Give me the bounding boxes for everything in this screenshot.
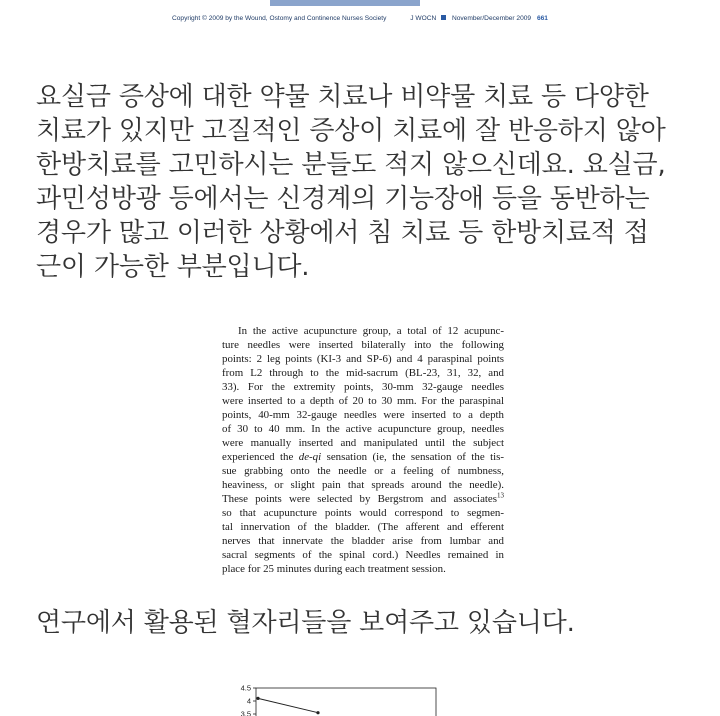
header-issue: November/December 2009 bbox=[451, 15, 532, 22]
line-chart bbox=[222, 680, 502, 716]
excerpt-text: experienced the bbox=[222, 451, 299, 463]
header-color-bar bbox=[270, 0, 420, 6]
header-square-icon bbox=[441, 15, 446, 20]
excerpt-line: so that acupuncture points would correspond to segmen- bbox=[222, 507, 504, 519]
excerpt-line: from L2 through to the mid-sacrum (BL-23, 31, 32, and bbox=[222, 367, 504, 379]
excerpt-line: points, 40-mm 32-gauge needles were inserted to a depth bbox=[222, 409, 504, 421]
excerpt-line: ture needles were inserted bilaterally into the following bbox=[222, 339, 504, 351]
y-tick-label: 3.5 bbox=[240, 709, 251, 716]
intro-line: 한방치료를 고민하시는 분들도 적지 않으신데요. 요실금, bbox=[36, 150, 666, 180]
excerpt-line: In the active acupuncture group, a total of 12 acupunc- bbox=[238, 325, 504, 337]
intro-line: 경우가 많고 이러한 상황에서 침 치료 등 한방치료적 접 bbox=[36, 218, 649, 248]
header-journal: J WOCN bbox=[410, 15, 437, 22]
series-group bbox=[256, 697, 319, 715]
excerpt-line-citation bbox=[222, 492, 504, 506]
header-page-number: 661 bbox=[536, 15, 548, 22]
intro-line: 과민성방광 등에서는 신경계의 기능장애 등을 동반하는 bbox=[36, 184, 650, 214]
excerpt-text: These points were selected by Bergstrom and associates bbox=[222, 493, 497, 505]
excerpt-line-deqi bbox=[222, 450, 504, 464]
header-line bbox=[172, 14, 552, 24]
intro-line: 근이 가능한 부분입니다. bbox=[36, 252, 310, 282]
closing-paragraph bbox=[36, 606, 686, 640]
excerpt-line: were inserted to a depth of 20 to 30 mm. For the paraspinal bbox=[222, 395, 504, 407]
excerpt-line: were manually inserted and manipulated until the subject bbox=[222, 437, 504, 449]
journal-header bbox=[0, 0, 720, 28]
closing-line: 연구에서 활용된 혈자리들을 보여주고 있습니다. bbox=[36, 608, 575, 638]
excerpt-text: sensation (ie, the sensation of the tis- bbox=[321, 451, 504, 463]
series-line bbox=[258, 698, 318, 712]
intro-line: 요실금 증상에 대한 약물 치료나 비약물 치료 등 다양한 bbox=[36, 82, 649, 112]
series-point bbox=[256, 697, 259, 700]
series-point bbox=[316, 711, 319, 714]
excerpt-line: place for 25 minutes during each treatment session. bbox=[222, 563, 446, 575]
excerpt-line: 33). For the extremity points, 30-mm 32-gauge needles bbox=[222, 381, 504, 393]
y-tick-group bbox=[241, 684, 256, 716]
excerpt-line: nerves that innervate the bladder arise from lumbar and bbox=[222, 535, 504, 547]
excerpt-line: tal innervation of the bladder. (The afferent and efferent bbox=[222, 521, 504, 533]
y-tick-label: 4 bbox=[246, 696, 251, 706]
intro-line: 치료가 있지만 고질적인 증상이 치료에 잘 반응하지 않아 bbox=[36, 116, 666, 146]
excerpt-line: points: 2 leg points (KI-3 and SP-6) and 4 paraspinal points bbox=[222, 353, 504, 365]
excerpt-line: sacral segments of the spinal cord.) Needles remained in bbox=[222, 549, 504, 561]
y-tick-label: 4.5 bbox=[240, 683, 251, 693]
chart-crop bbox=[222, 680, 502, 716]
excerpt-line: sue grabbing onto the needle or a feeling of numbness, bbox=[222, 465, 504, 477]
deqi-term: de-qi bbox=[298, 451, 322, 463]
plot-frame bbox=[256, 688, 436, 716]
citation-superscript: 13 bbox=[497, 491, 504, 500]
paper-excerpt bbox=[222, 324, 504, 576]
excerpt-line: heaviness, or slight pain that spreads around the needle). bbox=[222, 479, 504, 491]
intro-paragraph bbox=[36, 80, 686, 284]
excerpt-line: of 30 to 40 mm. In the active acupuncture group, needles bbox=[222, 423, 504, 435]
header-copyright: Copyright © 2009 by the Wound, Ostomy and Continence Nurses Society bbox=[172, 15, 387, 22]
